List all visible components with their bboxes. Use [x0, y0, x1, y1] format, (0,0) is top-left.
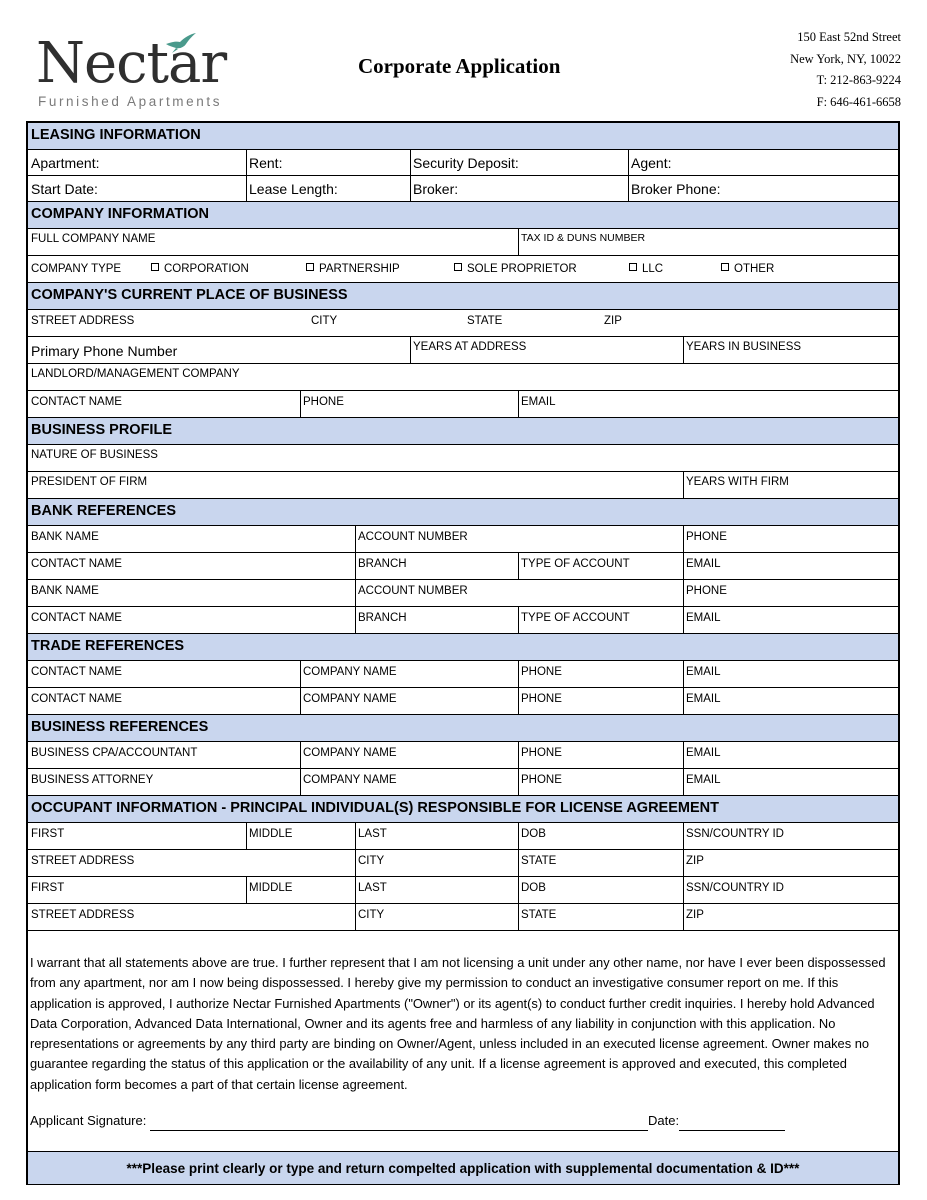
middle-name-field[interactable]: MIDDLE — [249, 882, 293, 894]
trade-email-field[interactable]: EMAIL — [686, 666, 721, 678]
phone-field[interactable]: PHONE — [303, 396, 344, 408]
occupant-row-2 — [28, 850, 898, 877]
bank-phone-field[interactable]: PHONE — [686, 585, 727, 597]
place-phone-row — [28, 337, 898, 364]
bank-row-4 — [28, 607, 898, 634]
account-number-field[interactable]: ACCOUNT NUMBER — [358, 531, 468, 543]
checkbox-icon — [721, 263, 729, 271]
leasing-row-1 — [28, 150, 898, 176]
other-checkbox[interactable]: OTHER — [721, 263, 774, 275]
section-occupant-information — [28, 796, 898, 823]
state-field[interactable]: STATE — [467, 315, 503, 327]
signature-label: Applicant Signature: — [30, 1113, 147, 1128]
corporation-checkbox[interactable]: CORPORATION — [151, 263, 249, 275]
nature-of-business-field[interactable]: NATURE OF BUSINESS — [31, 449, 158, 461]
bank-email-field[interactable]: EMAIL — [686, 612, 721, 624]
broker-field[interactable]: Broker: — [413, 181, 459, 197]
apartment-field[interactable]: Apartment: — [31, 155, 100, 171]
section-bank-references — [28, 499, 898, 526]
occupant-row-3 — [28, 877, 898, 904]
date-line[interactable] — [679, 1115, 785, 1131]
business-row-1 — [28, 742, 898, 769]
section-heading: BUSINESS REFERENCES — [31, 719, 209, 735]
section-place-of-business — [28, 283, 898, 310]
checkbox-icon — [306, 263, 314, 271]
occupant-street-field[interactable]: STREET ADDRESS — [31, 855, 135, 867]
type-of-account-field[interactable]: TYPE OF ACCOUNT — [521, 558, 630, 570]
section-heading: OCCUPANT INFORMATION - PRINCIPAL INDIVIDUAL(S) RESPONSIBLE FOR LICENSE AGREEMENT — [31, 800, 719, 816]
city-field[interactable]: CITY — [311, 315, 338, 327]
contact-name-field[interactable]: CONTACT NAME — [31, 396, 122, 408]
checkbox-icon — [151, 263, 159, 271]
trade-phone-field[interactable]: PHONE — [521, 693, 562, 705]
section-heading: BANK REFERENCES — [31, 503, 177, 519]
dob-field[interactable]: DOB — [521, 828, 546, 840]
sole-proprietor-checkbox[interactable]: SOLE PROPRIETOR — [454, 263, 577, 275]
signature-line[interactable] — [150, 1115, 648, 1131]
primary-phone-field[interactable]: Primary Phone Number — [31, 343, 178, 359]
landlord-field[interactable]: LANDLORD/MANAGEMENT COMPANY — [31, 368, 240, 380]
logo-wordmark: Nectar — [36, 31, 227, 96]
broker-phone-field[interactable]: Broker Phone: — [631, 181, 721, 197]
occupant-zip-field[interactable]: ZIP — [686, 855, 704, 867]
tax-id-field[interactable]: TAX ID & DUNS NUMBER — [521, 232, 646, 244]
footer-instructions: ***Please print clearly or type and return compelted application with supplemental documentation & ID*** — [28, 1151, 898, 1184]
occupant-city-field[interactable]: CITY — [358, 909, 385, 921]
address-phone: T: 212-863-9224 — [816, 73, 901, 87]
trade-email-field[interactable]: EMAIL — [686, 693, 721, 705]
last-name-field[interactable]: LAST — [358, 882, 387, 894]
ssn-field[interactable]: SSN/COUNTRY ID — [686, 828, 784, 840]
trade-contact-name-field[interactable]: CONTACT NAME — [31, 693, 122, 705]
zip-field[interactable]: ZIP — [604, 315, 622, 327]
section-business-profile — [28, 418, 898, 445]
section-trade-references — [28, 634, 898, 661]
bank-row-3 — [28, 580, 898, 607]
occupant-state-field[interactable]: STATE — [521, 909, 557, 921]
company-type-label: COMPANY TYPE — [31, 263, 122, 275]
start-date-field[interactable]: Start Date: — [31, 181, 98, 197]
occupant-row-4 — [28, 904, 898, 931]
business-phone-field[interactable]: PHONE — [521, 747, 562, 759]
bank-phone-field[interactable]: PHONE — [686, 531, 727, 543]
trade-phone-field[interactable]: PHONE — [521, 666, 562, 678]
agent-field[interactable]: Agent: — [631, 155, 672, 171]
years-at-address-field[interactable]: YEARS AT ADDRESS — [413, 341, 527, 353]
first-name-field[interactable]: FIRST — [31, 828, 65, 840]
application-form — [26, 121, 900, 1185]
email-field[interactable]: EMAIL — [521, 396, 556, 408]
section-heading: TRADE REFERENCES — [31, 638, 185, 654]
llc-checkbox[interactable]: LLC — [629, 263, 663, 275]
nectar-logo — [36, 32, 246, 112]
checkbox-icon — [629, 263, 637, 271]
trade-contact-name-field[interactable]: CONTACT NAME — [31, 666, 122, 678]
business-email-field[interactable]: EMAIL — [686, 774, 721, 786]
business-company-name-field[interactable]: COMPANY NAME — [303, 774, 397, 786]
bank-name-field[interactable]: BANK NAME — [31, 585, 99, 597]
ssn-field[interactable]: SSN/COUNTRY ID — [686, 882, 784, 894]
type-of-account-field[interactable]: TYPE OF ACCOUNT — [521, 612, 630, 624]
company-address — [790, 27, 901, 113]
branch-field[interactable]: BRANCH — [358, 612, 407, 624]
signature-row — [30, 1113, 785, 1131]
section-heading: BUSINESS PROFILE — [31, 422, 172, 438]
years-with-firm-field[interactable]: YEARS WITH FIRM — [686, 476, 789, 488]
lease-length-field[interactable]: Lease Length: — [249, 181, 338, 197]
section-heading: COMPANY INFORMATION — [31, 206, 210, 222]
date-label: Date: — [647, 1113, 680, 1128]
company-row-1 — [28, 229, 898, 256]
profile-nature-row — [28, 445, 898, 472]
trade-company-name-field[interactable]: COMPANY NAME — [303, 666, 397, 678]
business-company-name-field[interactable]: COMPANY NAME — [303, 747, 397, 759]
attorney-field[interactable]: BUSINESS ATTORNEY — [31, 774, 154, 786]
partnership-checkbox[interactable]: PARTNERSHIP — [306, 263, 400, 275]
security-deposit-field[interactable]: Security Deposit: — [413, 155, 519, 171]
trade-row-1 — [28, 661, 898, 688]
place-address-row — [28, 310, 898, 337]
cpa-field[interactable]: BUSINESS CPA/ACCOUNTANT — [31, 747, 198, 759]
profile-president-row — [28, 472, 898, 499]
address-city: New York, NY, 10022 — [790, 51, 901, 66]
bank-name-field[interactable]: BANK NAME — [31, 531, 99, 543]
bank-row-2 — [28, 553, 898, 580]
occupant-street-field[interactable]: STREET ADDRESS — [31, 909, 135, 921]
section-company-information — [28, 202, 898, 229]
section-heading: LEASING INFORMATION — [31, 127, 201, 143]
business-row-2 — [28, 769, 898, 796]
president-field[interactable]: PRESIDENT OF FIRM — [31, 476, 148, 488]
occupant-zip-field[interactable]: ZIP — [686, 909, 704, 921]
trade-row-2 — [28, 688, 898, 715]
occupant-state-field[interactable]: STATE — [521, 855, 557, 867]
full-company-name-field[interactable]: FULL COMPANY NAME — [31, 233, 156, 245]
bank-row-1 — [28, 526, 898, 553]
place-landlord-row — [28, 364, 898, 391]
business-email-field[interactable]: EMAIL — [686, 747, 721, 759]
business-phone-field[interactable]: PHONE — [521, 774, 562, 786]
first-name-field[interactable]: FIRST — [31, 882, 65, 894]
years-in-business-field[interactable]: YEARS IN BUSINESS — [686, 341, 802, 353]
bank-contact-name-field[interactable]: CONTACT NAME — [31, 558, 122, 570]
last-name-field[interactable]: LAST — [358, 828, 387, 840]
bank-contact-name-field[interactable]: CONTACT NAME — [31, 612, 122, 624]
address-street: 150 East 52nd Street — [797, 30, 901, 44]
occupant-row-1 — [28, 823, 898, 850]
occupant-city-field[interactable]: CITY — [358, 855, 385, 867]
section-business-references — [28, 715, 898, 742]
middle-name-field[interactable]: MIDDLE — [249, 828, 293, 840]
document-title: Corporate Application — [358, 54, 561, 78]
place-contact-row — [28, 391, 898, 418]
account-number-field[interactable]: ACCOUNT NUMBER — [358, 585, 468, 597]
section-heading: COMPANY'S CURRENT PLACE OF BUSINESS — [31, 287, 348, 303]
checkbox-icon — [454, 263, 462, 271]
trade-company-name-field[interactable]: COMPANY NAME — [303, 693, 397, 705]
leasing-row-2 — [28, 176, 898, 202]
company-type-row — [28, 256, 898, 283]
address-fax: F: 646-461-6658 — [816, 94, 901, 109]
dob-field[interactable]: DOB — [521, 882, 546, 894]
rent-field[interactable]: Rent: — [249, 155, 283, 171]
bank-email-field[interactable]: EMAIL — [686, 558, 721, 570]
street-address-field[interactable]: STREET ADDRESS — [31, 315, 135, 327]
legal-statement: I warrant that all statements above are true. I further represent that I am not licensing a unit under any other name, nor have I ever been dispossessed from any apartment, nor am I now being dispossessed. I hereby give my permission to conduct an investigative consumer report on me. If this application is approved, I authorize Nectar Furnished Apartments ("Owner") or its agent(s) to conduct further credit inquiries. I hereby hold Advanced Data Corporation, Advanced Data International, Owner and its agents free and harmless of any liability in conjunction with this application. No representations or agreements by any third party are binding on Owner/Agent, unless included in an executed license agreement. Owner makes no guarantee regarding the status of this application or the availability of any unit. If a license agreement is approved and executed, this completed application form becomes a part of that certain license agreement. — [30, 955, 886, 1092]
section-leasing-information — [28, 123, 898, 150]
branch-field[interactable]: BRANCH — [358, 558, 407, 570]
logo-subtitle: Furnished Apartments — [38, 94, 223, 109]
